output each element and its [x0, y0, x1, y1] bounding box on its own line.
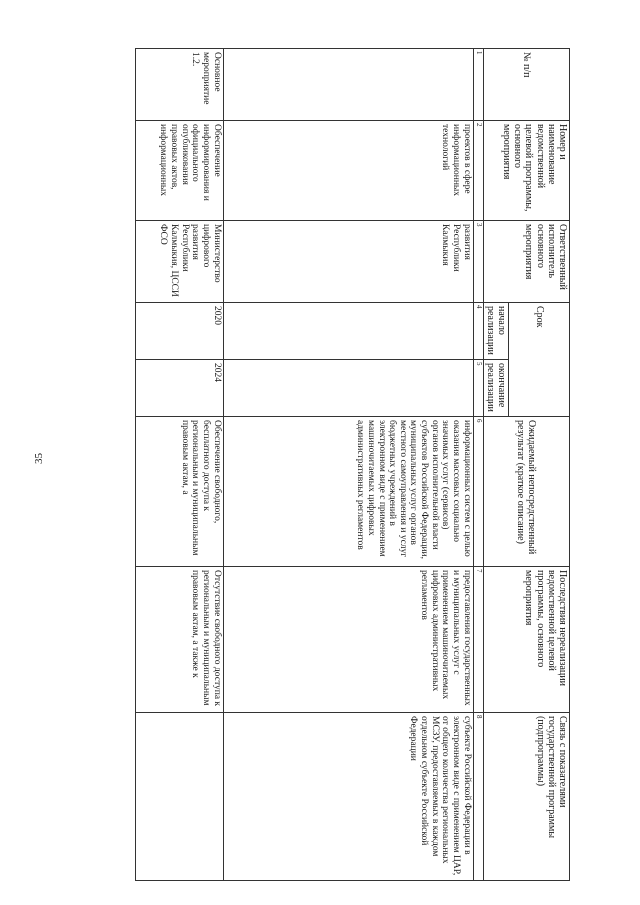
- indicators-cell: [135, 713, 223, 881]
- start-cell: [223, 303, 473, 360]
- consequences-cell: Отсутствие свободного доступа к региональным и муниципальным правовым актам, а также к: [135, 567, 223, 713]
- table-row: [223, 49, 473, 881]
- index-cell: 4: [473, 303, 483, 360]
- consequences-cell: предоставления государственных и муниципальных услуг с применением машиночитаемых цифровых административных регламентов: [223, 567, 473, 713]
- column-index-row: [473, 49, 483, 881]
- row-number-cell: Основное мероприятие 1.2.: [135, 49, 223, 121]
- program-table: [135, 48, 570, 881]
- header-expected-result: Ожидаемый непосредственный результат (краткое описание): [483, 417, 569, 567]
- index-cell: 2: [473, 121, 483, 221]
- header-consequences: Последствия нереализации ведомственной целевой программы, основного мероприятия: [483, 567, 569, 713]
- header-end: окончание реализации: [483, 360, 508, 417]
- header-start: начало реализации: [483, 303, 508, 360]
- end-cell: [223, 360, 473, 417]
- start-cell: 2020: [135, 303, 223, 360]
- program-name-cell: Обеспечение информирования и официального опубликования правовых актов, информационных: [135, 121, 223, 221]
- executor-cell: Министерство цифрового развития Республики Калмыкия, ЦССИ ФСО: [135, 221, 223, 303]
- header-row: [509, 49, 570, 881]
- index-cell: 7: [473, 567, 483, 713]
- end-cell: 2024: [135, 360, 223, 417]
- index-cell: 1: [473, 49, 483, 121]
- expected-result-cell: Обеспечение свободного, бесплатного доступа к региональным и муниципальным правовым актам, а: [135, 417, 223, 567]
- index-cell: 3: [473, 221, 483, 303]
- table-row: [135, 49, 223, 881]
- row-number-cell: [223, 49, 473, 121]
- header-number: № п/п: [483, 49, 569, 121]
- expected-result-cell: информационных систем с целью оказания массовых социально значимых услуг (сервисов) органов исполнительной власти субъектов Российской Федерации, муниципальных услуг органов местного самоуправления и услуг бюджетных учреждений в электронном виде с применением машиночитаемых цифровых административных регламентов: [223, 417, 473, 567]
- header-term: Срок: [509, 303, 570, 417]
- indicators-cell: субъекте Российской Федерации в электронном виде с применением ЦАР, от общего количества региональных МСЗУ, предоставляемых в каждом отдельном субъекте Российской Федерации: [223, 713, 473, 881]
- program-name-cell: проектов в сфере информационных технологий: [223, 121, 473, 221]
- header-executor: Ответственный исполнитель основного мероприятия: [483, 221, 569, 303]
- header-program-name: Номер и наименование ведомственной целевой программы, основного мероприятия: [483, 121, 569, 221]
- index-cell: 6: [473, 417, 483, 567]
- executor-cell: развития Республики Калмыкия: [223, 221, 473, 303]
- page-number: 35: [33, 453, 45, 464]
- header-indicators: Связь с показателями государственной программы (подпрограммы): [483, 713, 569, 881]
- index-cell: 5: [473, 360, 483, 417]
- index-cell: 8: [473, 713, 483, 881]
